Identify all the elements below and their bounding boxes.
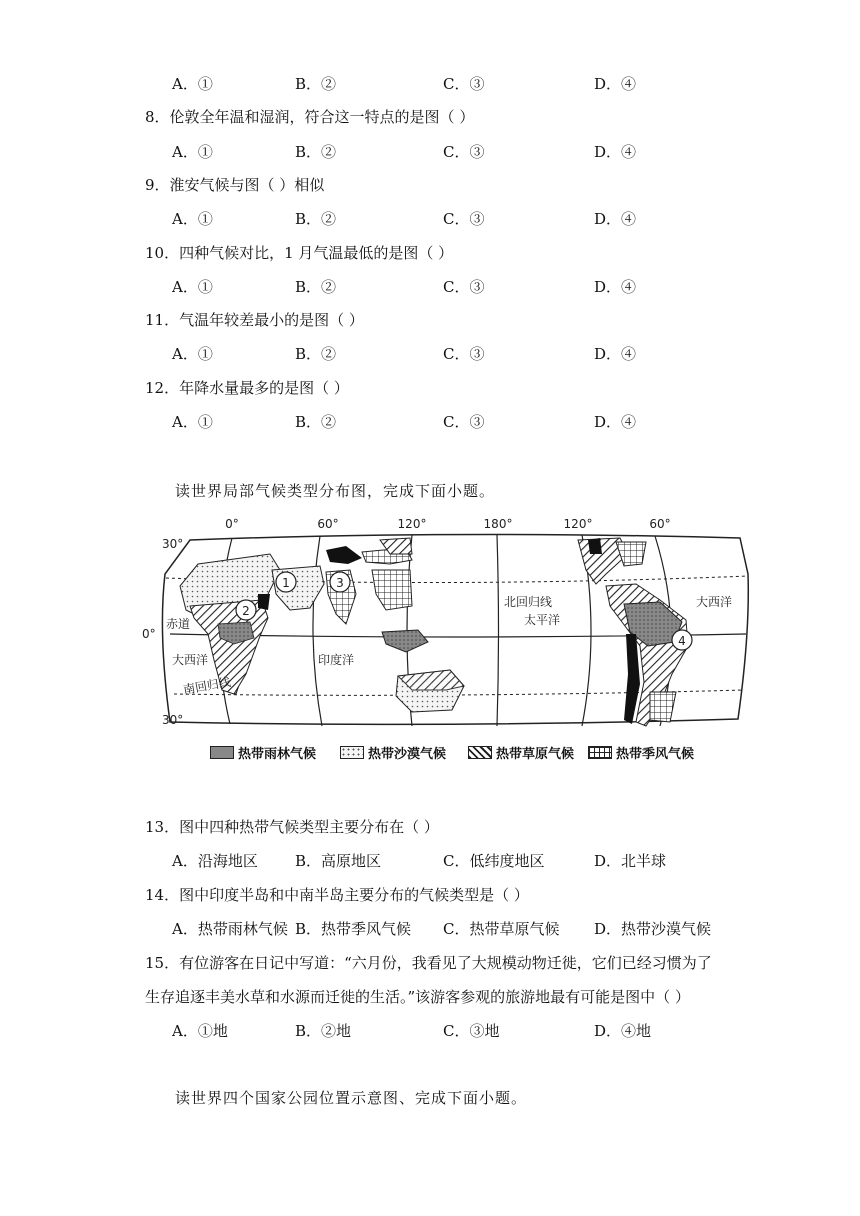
label-atlantic-west: 大西洋 [172,653,209,667]
svg-text:4: 4 [678,634,686,648]
q11-text: 11．气温年较差最小的是图（ ） [145,311,364,329]
legend-savanna [468,743,574,762]
label-pacific: 太平洋 [524,613,561,627]
legend-monsoon-label: 热带季风气候 [616,747,695,762]
label-equator: 赤道 [166,617,191,631]
q11-option-b: B．② [295,345,337,363]
legend-monsoon-swatch [588,746,612,759]
svg-text:1: 1 [282,576,290,590]
q14-option-b: B．热带季风气候 [295,920,412,938]
lon-label-120e: 120° [397,517,427,531]
q9-option-a: A．① [172,210,213,228]
lat-label-30s: 30° [162,713,184,727]
q7-option-b: B．② [295,75,337,93]
q13-option-d: D．北半球 [594,852,667,870]
legend-desert-swatch [340,746,364,759]
q15-option-c: C．③地 [443,1022,500,1040]
legend-monsoon [588,743,694,762]
q11-option-d: D．④ [594,345,637,363]
q10-option-b: B．② [295,278,337,296]
legend-desert [340,743,446,762]
legend-rainforest-swatch [210,746,234,759]
q7-option-a: A．① [172,75,213,93]
q15-text-line1: 15．有位游客在日记中写道：“六月份，我看见了大规模动物迁徙，它们已经习惯为了 [145,954,712,972]
parks-intro: 读世界四个国家公园位置示意图、完成下面小题。 [175,1089,528,1107]
q12-option-c: C．③ [443,413,485,431]
lon-label-60w: 60° [649,517,671,531]
q12-text: 12．年降水量最多的是图（ ） [145,379,349,397]
lon-label-180: 180° [483,517,513,531]
marker-3 [330,572,350,592]
q10-option-a: A．① [172,278,213,296]
lon-label-0: 0° [225,517,239,531]
label-tropic-capricorn: 南回归线 [182,674,232,697]
q9-option-c: C．③ [443,210,485,228]
q13-option-a: A．沿海地区 [172,852,258,870]
legend-savanna-swatch [468,746,492,759]
legend-desert-label: 热带沙漠气候 [368,747,447,762]
q8-option-b: B．② [295,143,337,161]
q14-option-d: D．热带沙漠气候 [594,920,712,938]
q7-option-c: C．③ [443,75,485,93]
lon-label-60e: 60° [317,517,339,531]
climate-map [142,514,750,736]
lon-label-120w: 120° [563,517,593,531]
label-tropic-cancer: 北回归线 [504,595,553,609]
q10-option-c: C．③ [443,278,485,296]
legend-savanna-label: 热带草原气候 [496,747,575,762]
q9-option-b: B．② [295,210,337,228]
q8-option-d: D．④ [594,143,637,161]
q15-option-b: B．②地 [295,1022,352,1040]
lat-label-30n: 30° [162,537,184,551]
q14-text: 14．图中印度半岛和中南半岛主要分布的气候类型是（ ） [145,886,529,904]
svg-text:3: 3 [336,576,344,590]
q13-option-b: B．高原地区 [295,852,382,870]
q13-option-c: C．低纬度地区 [443,852,545,870]
q15-option-d: D．④地 [594,1022,652,1040]
q8-option-a: A．① [172,143,213,161]
q14-option-a: A．热带雨林气候 [172,920,288,938]
marker-2 [236,600,256,620]
q8-text: 8．伦敦全年温和湿润，符合这一特点的是图（ ） [145,108,475,126]
q14-option-c: C．热带草原气候 [443,920,560,938]
q9-text: 9．淮安气候与图（ ）相似 [145,176,325,194]
lat-label-0: 0° [142,627,156,641]
q11-option-c: C．③ [443,345,485,363]
q13-text: 13．图中四种热带气候类型主要分布在（ ） [145,818,439,836]
q12-option-b: B．② [295,413,337,431]
q15-text-line2: 生存追逐丰美水草和水源而迁徙的生活。”该游客参观的旅游地最有可能是图中（ ） [145,988,690,1006]
legend-rainforest-label: 热带雨林气候 [238,747,317,762]
q10-option-d: D．④ [594,278,637,296]
legend-rainforest [210,743,316,762]
marker-4 [672,630,692,650]
svg-text:2: 2 [242,604,250,618]
map-intro: 读世界局部气候类型分布图，完成下面小题。 [175,482,496,500]
q10-text: 10．四种气候对比，1 月气温最低的是图（ ） [145,244,454,262]
q7-option-d: D．④ [594,75,637,93]
q12-option-a: A．① [172,413,213,431]
label-atlantic-east: 大西洋 [696,595,733,609]
q11-option-a: A．① [172,345,213,363]
q8-option-c: C．③ [443,143,485,161]
q15-option-a: A．①地 [172,1022,228,1040]
label-indian-ocean: 印度洋 [318,653,355,667]
q9-option-d: D．④ [594,210,637,228]
marker-1 [276,572,296,592]
q12-option-d: D．④ [594,413,637,431]
